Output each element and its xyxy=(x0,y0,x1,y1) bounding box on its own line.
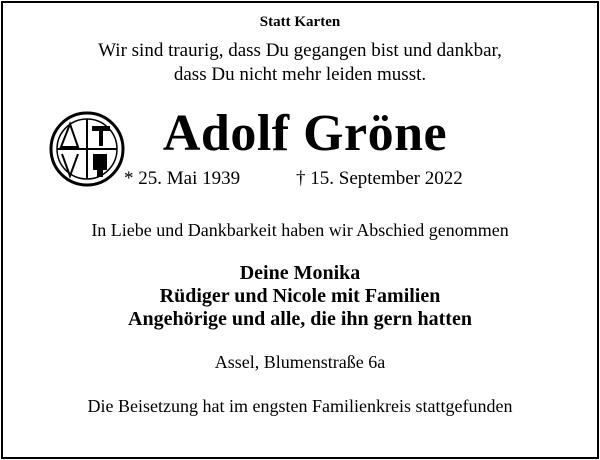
craft-guild-emblem-icon xyxy=(48,110,126,188)
mourner-line: Angehörige und alle, die ihn gern hatten xyxy=(128,308,472,330)
mourner-line: Deine Monika xyxy=(239,262,361,284)
verse-line-1: Wir sind traurig, dass Du gegangen bist und dankbar, xyxy=(98,40,502,61)
mourner-line: Rüdiger und Nicole mit Familien xyxy=(159,285,441,307)
death-date: † 15. September 2022 xyxy=(296,168,463,189)
birth-date: * 25. Mai 1939 xyxy=(124,168,241,189)
farewell-text: In Liebe und Dankbarkeit haben wir Abschied genommen xyxy=(91,220,509,240)
verse-line-2: dass Du nicht mehr leiden musst. xyxy=(173,64,427,85)
header-text: Statt Karten xyxy=(259,14,341,30)
deceased-name: Adolf Gröne xyxy=(162,105,448,162)
address-text: Assel, Blumenstraße 6a xyxy=(214,352,386,372)
funeral-note: Die Beisetzung hat im engsten Familienkreis stattgefunden xyxy=(87,396,513,416)
